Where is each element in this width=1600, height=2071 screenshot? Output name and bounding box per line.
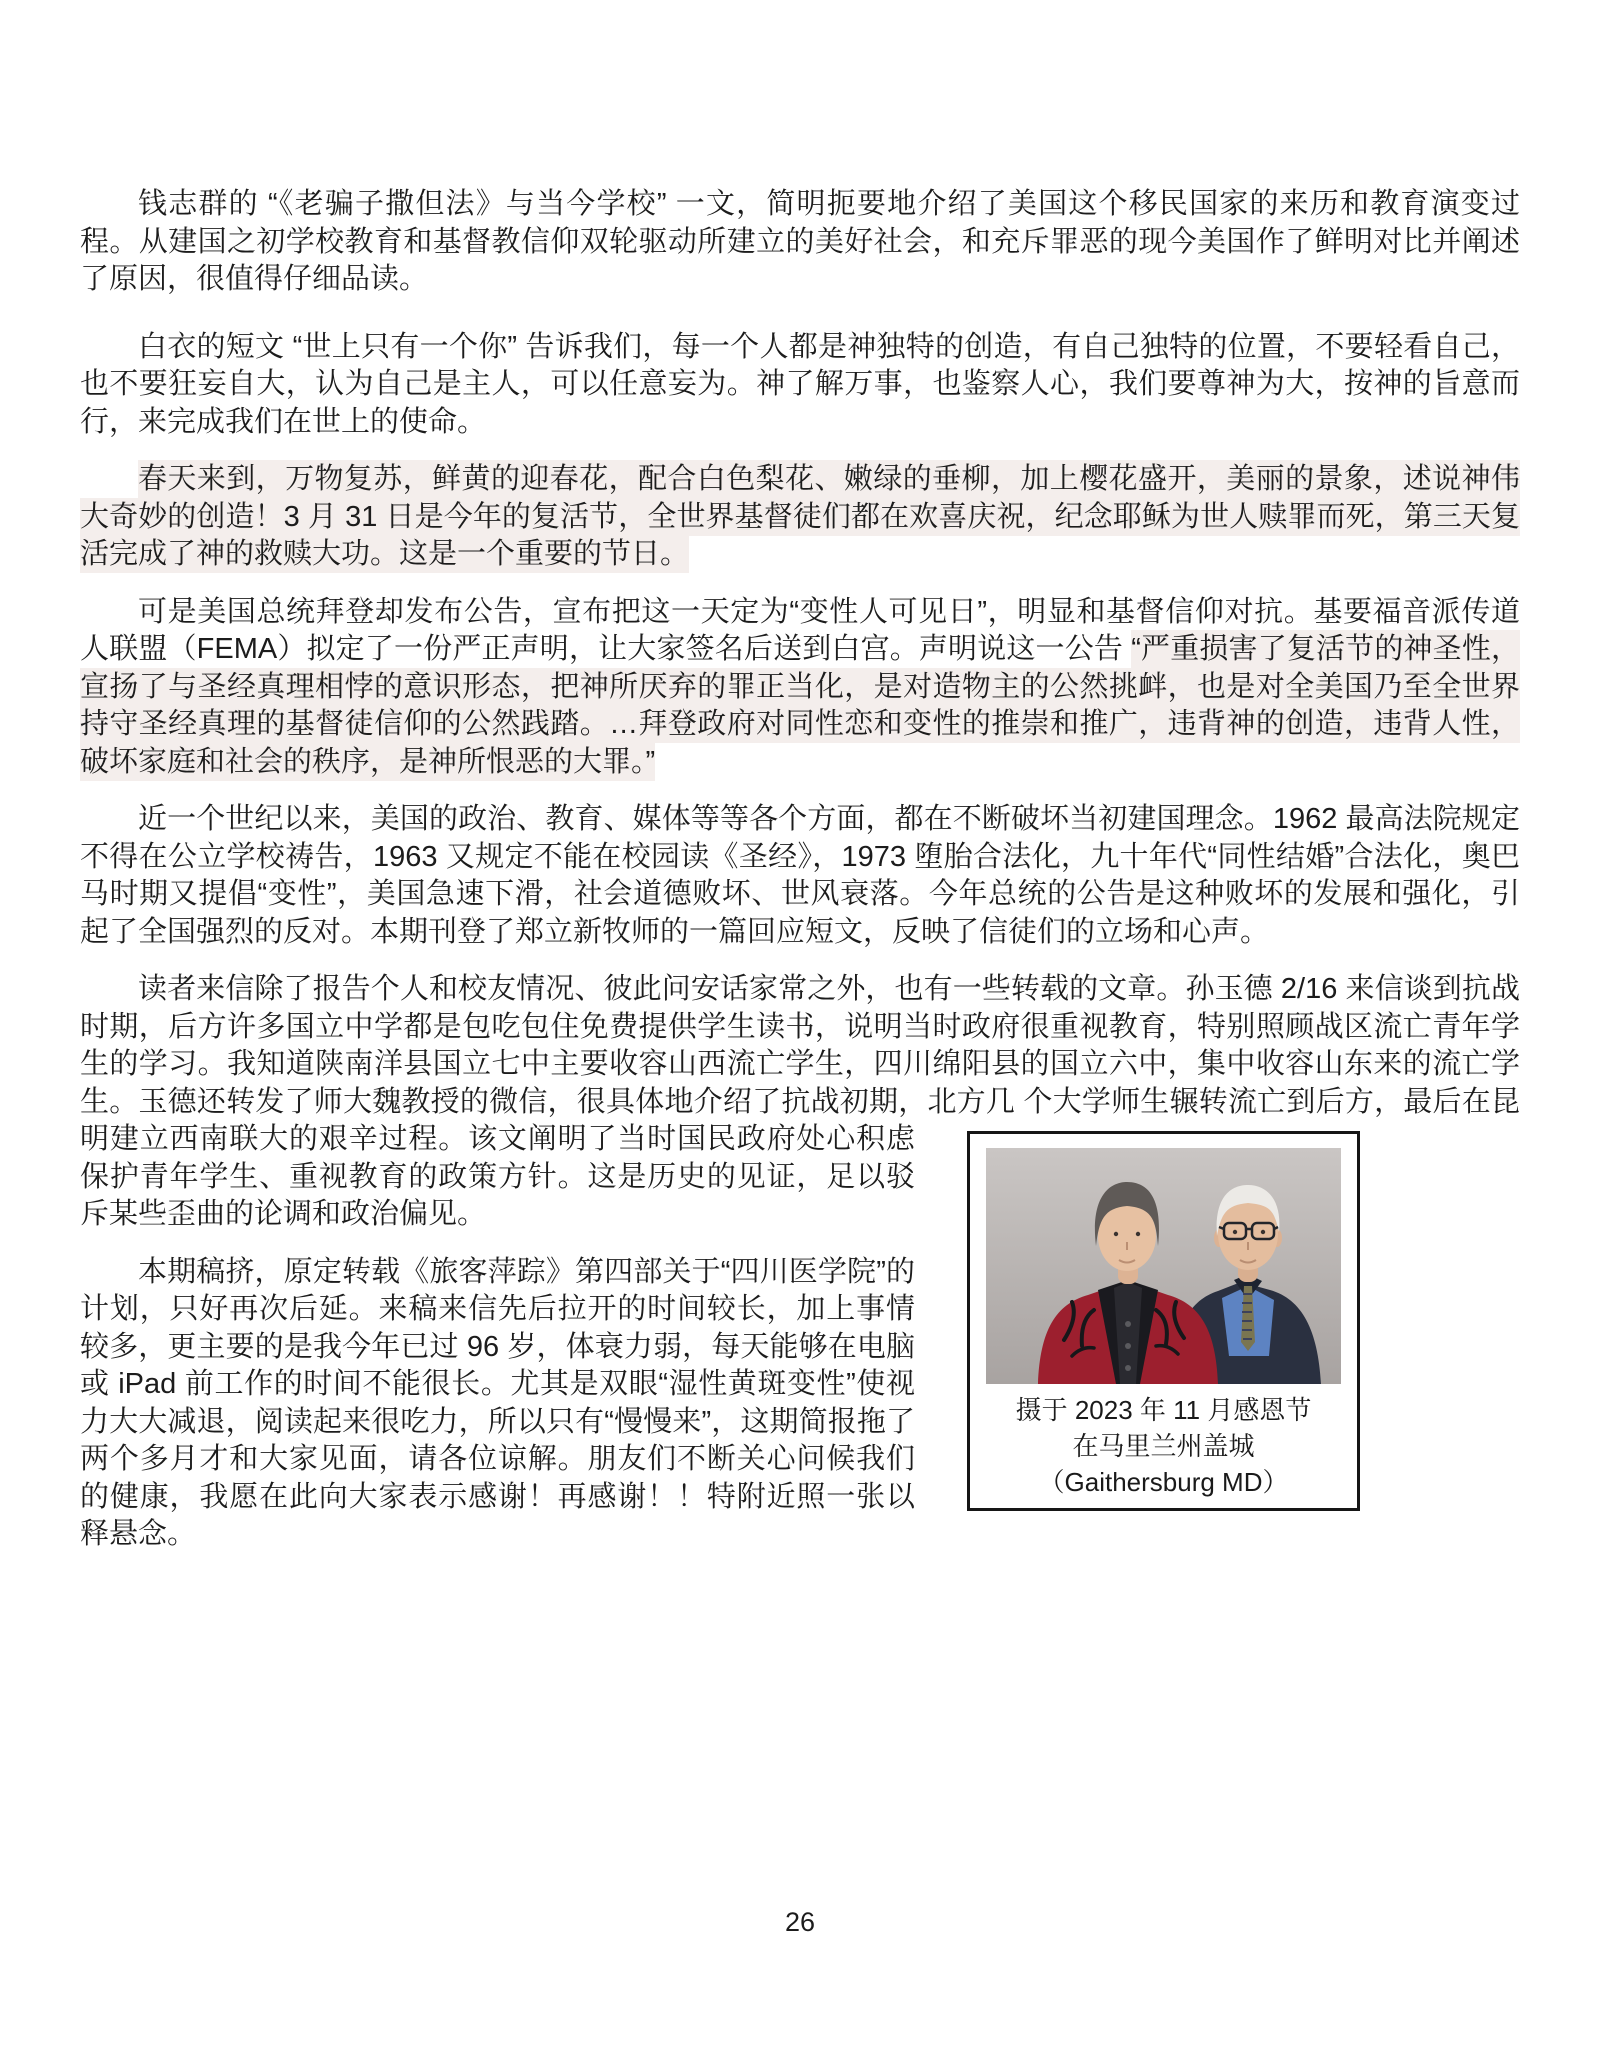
p-biden-proclamation [80,594,1520,782]
couple-photo [986,1148,1341,1384]
p-baiyi-essay [80,329,1520,442]
page-number: 26 [784,1907,816,1937]
text-segment: 近一个世纪以来，美国的政治、教育、媒体等等各个方面，都在不断破坏当初建国理念。1962 最高法院规定不得在公立学校祷告，1963 又规定不能在校园读《圣经》，1973 堕胎合法化，九十年代“同性结婚”合法化，奥巴马时期又提倡“变性”，美国急速下滑，社会道德败坏、世风衰落。今年总统的公告是这种败坏的发展和强化，引起了全国强烈的反对。本期刊登了郑立新牧师的一篇回应短文，反映了信徒们的立场和心声。 [80,803,1520,948]
highlighted-text: “严重损害了复活节的神圣性，宣扬了与圣经真理相悖的意识形态，把神所厌弃的罪正当化，是对造物主的公然挑衅，也是对全美国乃至全世界持守圣经真理的基督徒信仰的公然践踏。…拜登政府对同性恋和变性的推崇和推广，违背神的创造，违背人性，破坏家庭和社会的秩序，是神所恨恶的大罪。” [80,630,1520,781]
text-segment: 本期稿挤，原定转载《旅客萍踪》第四部关于“四川医学院”的计划，只好再次后延。来稿来信先后拉开的时间较长，加上事情较多，更主要的是我今年已过 96 岁，体衰力弱，每天能够在电脑或 iPad 前工作的时间不能很长。尤其是双眼“湿性黄斑变性”使视力大大减退，阅读起来很吃力，所以只有“慢慢来”，这期简报拖了两个多月才和大家见面，请各位谅解。朋友们不断关心问候我们的健康，我愿在此向大家表示感谢！再感谢！！特附近照一张以释悬念。 [80,1255,915,1550]
text-segment: 读者来信除了报告个人和校友情况、彼此问安话家常之外，也有一些转载的文章。孙玉德 2/16 来信谈到抗战时期，后方许多国立中学都是包吃包住免费提供学生读书，说明当时政府很重视教育，特别照顾战区流亡青年学生的学习。我知道陕南洋县国立七中主要收容山西流亡学生，四川绵阳县的国立六中，集中收容山东来的流亡学生。玉德还转发了师大魏教授的微信，很具体地介绍了抗战初期，北方几 [80,973,1520,1118]
photo-caption [986,1392,1341,1500]
photo-figure [967,1131,1360,1511]
article-body [80,186,1520,1554]
highlighted-text: 春天来到，万物复苏，鲜黄的迎春花，配合白色梨花、嫩绿的垂柳，加上樱花盛开，美丽的景象，述说神伟大奇妙的创造！3 月 31 日是今年的复活节，全世界基督徒们都在欢喜庆祝，纪念耶稣为世人赎罪而死，第三天复活完成了神的救赎大功。这是一个重要的节日。 [80,460,1520,573]
p-century-decline [80,801,1520,951]
text-segment: 个大学师生辗转流亡到后方，最后在昆明建立西南联大的艰辛过程。该文阐明了当时国民政府处心积虑保护青年学生、重视教育的政策方针。这是历史的见证，足以驳斥某些歪曲的论调和政治偏见。 [80,1085,1520,1230]
text-segment: 可是美国总统拜登却发布公告，宣布把这一天定为“变性人可见日”，明显和基督信仰对抗。基要福音派传道人联盟（FEMA）拟定了一份严正声明，让大家签名后送到白宫。声明说这一公告 [80,595,1520,665]
text-segment: 白衣的短文 “世上只有一个你” 告诉我们，每一个人都是神独特的创造，有自己独特的位置，不要轻看自己，也不要狂妄自大，认为自己是主人，可以任意妄为。神了解万事，也鉴察人心，我们要尊神为大，按神的旨意而行，来完成我们在世上的使命。 [80,330,1520,438]
caption-line-3: （Gaithersburg MD） [1038,1467,1289,1497]
p-qianzhiqun-intro [80,186,1520,299]
text-segment: 钱志群的 “《老骗子撒但法》与当今学校” 一文，简明扼要地介绍了美国这个移民国家的来历和教育演变过程。从建国之初学校教育和基督教信仰双轮驱动所建立的美好社会，和充斥罪恶的现今美国作了鲜明对比并阐述了原因，很值得仔细品读。 [80,188,1520,295]
p-spring-easter [80,461,1520,574]
caption-line-1: 摄于 2023 年 11 月感恩节 [1015,1395,1312,1425]
caption-line-2: 在马里兰州盖城 [1072,1431,1255,1461]
